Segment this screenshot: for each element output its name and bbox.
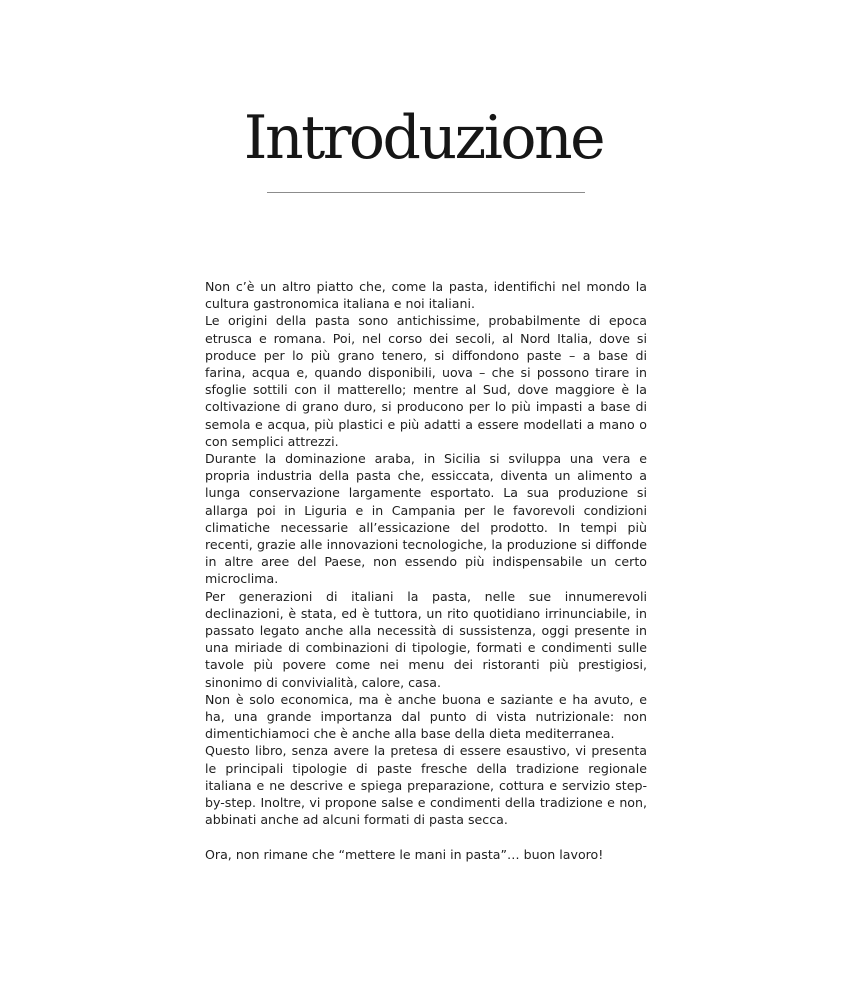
closing-line: Ora, non rimane che “mettere le mani in pasta”… buon lavoro! — [205, 846, 604, 862]
paragraph: Durante la dominazione araba, in Sicilia si sviluppa una vera e propria industria della pasta che, essiccata, diventa un alimento a lunga conservazione largamente esportato. La sua produzione si allarga poi in Liguria e in Campania per le favorevoli condizioni climatiche necessarie all’essicazione del prodotto. In tempi più recenti, grazie alle innovazioni tecnologiche, la produzione si diffonde in altre aree del Paese, non essendo più indispensabile un certo microclima. — [205, 451, 647, 587]
paragraph: Non è solo economica, ma è anche buona e saziante e ha avuto, e ha, una grande importanza dal punto di vista nutrizionale: non dimentichiamoci che è anche alla base della dieta mediterranea. — [205, 691, 647, 742]
page-title: Introduzione — [243, 103, 604, 173]
paragraph: Le origini della pasta sono antichissime, probabilmente di epoca etrusca e romana. Poi, nel corso dei secoli, al Nord Italia, dove si produce per lo più grano tenero, si diffondono paste – a base di farina, acqua e, quando disponibili, uova – che si possono tirare in sfoglie sottili con il matterello; mentre al Sud, dove maggiore è la coltivazione di grano duro, si producono per lo più impasti a base di semola e acqua, più plastici e più adatti a essere modellati a mano o con semplici attrezzi. — [205, 313, 647, 449]
paragraph: Questo libro, senza avere la pretesa di essere esaustivo, vi presenta le principali tipologie di paste fresche della tradizione regionale italiana e ne descrive e spiega preparazione, cottura e servizio step-by-step. Inoltre, vi propone salse e condimenti della tradizione e non, abbinati anche ad alcuni formati di pasta secca. — [205, 743, 647, 828]
paragraph: Per generazioni di italiani la pasta, nelle sue innumerevoli declinazioni, è stata, ed è tuttora, un rito quotidiano irrinunciabile, in passato legato anche alla necessità di sussistenza, oggi presente in una miriade di combinazioni di tipologie, formati e condimenti sulle tavole più povere come nei menu dei ristoranti più prestigiosi, sinonimo di convivialità, calore, casa. — [205, 588, 647, 690]
paragraph: Non c’è un altro piatto che, come la pasta, identifichi nel mondo la cultura gastronomica italiana e noi italiani. — [205, 279, 647, 312]
title-divider — [267, 192, 585, 193]
introduction-body — [205, 278, 647, 863]
